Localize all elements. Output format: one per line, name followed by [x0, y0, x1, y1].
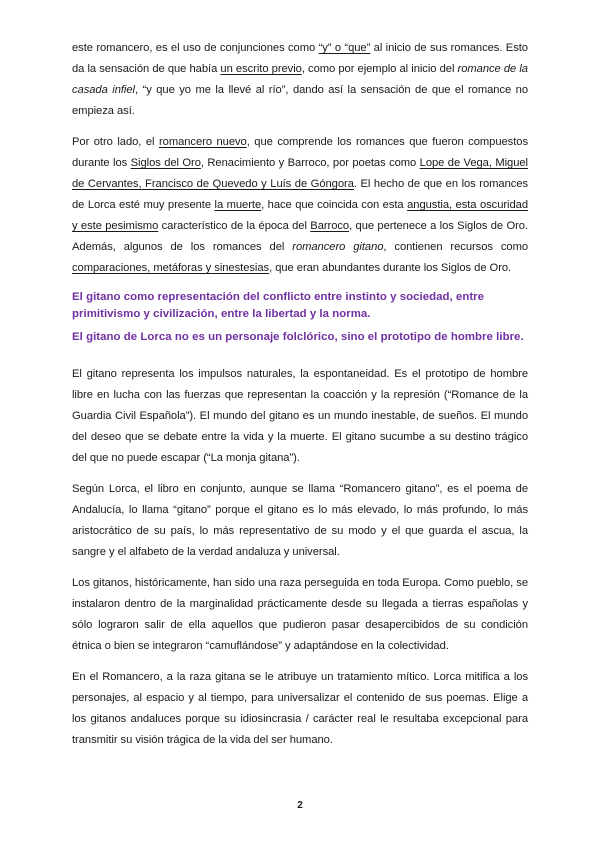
text-segment: este romancero, es el uso de conjunciones como [72, 42, 319, 54]
text-segment: al inicio de sus romances. Esto da la sensación de que había [72, 42, 528, 75]
intro-section [72, 38, 528, 279]
underlined-term: angustia, esta oscuridad y este pesimismo [72, 199, 529, 232]
paragraph-p2 [72, 132, 528, 279]
section-heading-2: El gitano de Lorca no es un personaje folclórico, sino el prototipo de hombre libre. [72, 331, 524, 343]
paragraph-p1 [72, 38, 528, 122]
italic-title: romance de la casada infiel [72, 63, 528, 96]
text-segment: característico de la época del [158, 220, 311, 232]
underlined-term: Lope de Vega, Miguel de Cervantes, Francisco de Quevedo y Luís de Góngora [72, 157, 528, 190]
text-segment: . El hecho de que en los romances de Lorca esté muy presente [72, 178, 528, 211]
underlined-term: Barroco [310, 220, 350, 232]
paragraph-lorca-libro: Según Lorca, el libro en conjunto, aunque se llama “Romancero gitano”, es el poema de Andalucía, lo llama “gitano” porque el gitano es lo más elevado, lo más profundo, lo más aristocrático de su país, lo más representativo de su modo y el que guarda el ascua, la sangre y el alfabeto de la verdad andaluza y universal. [72, 483, 528, 558]
text-segment: , hace que coincida con esta [261, 199, 408, 211]
underlined-term: Siglos del Oro [130, 157, 201, 169]
underlined-term: romancero nuevo [158, 136, 247, 148]
italic-title: romancero gitano [292, 241, 384, 253]
underlined-term: un escrito previo [220, 63, 302, 75]
page-number: 2 [297, 800, 303, 811]
underlined-term: la muerte [214, 199, 262, 211]
paragraph-gitanos-historia: Los gitanos, históricamente, han sido una raza perseguida en toda Europa. Como pueblo, se instalaron dentro de la marginalidad prácticamente desde su llegada a tierras españolas y sólo lograron salir de ella aquellos que pudieron pasar desapercibidos de su condición étnica o bien se integraron “camuflándose” y adaptándose en la colectividad. [72, 577, 528, 652]
text-segment: , “y que yo me la llevé al río”, dando así la sensación de que el romance no empieza así. [72, 84, 528, 117]
text-segment: Por otro lado, el [72, 136, 159, 148]
section-heading-1: El gitano como representación del conflicto entre instinto y sociedad, entre primitivismo y civilización, entre la libertad y la norma. [72, 291, 485, 320]
underlined-term: comparaciones, metáforas y sinestesias [72, 262, 270, 274]
text-segment: , contienen recursos como [383, 241, 529, 253]
text-segment: , que eran abundantes durante los Siglos de Oro. [269, 262, 512, 274]
paragraph-gitano-impulsos: El gitano representa los impulsos naturales, la espontaneidad. Es el prototipo de hombre libre en lucha con las fuerzas que representan la coacción y la represión (“Romance de la Guardia Civil Española”). El mundo del gitano es un mundo inestable, de sueños. El mundo del deseo que se debate entre la vida y la muerte. El gitano sucumbe a su destino trágico del que no puede escapar (“La monja gitana”). [72, 368, 528, 464]
paragraph-romancero-mitico: En el Romancero, a la raza gitana se le atribuye un tratamiento mítico. Lorca mitifica a los personajes, al espacio y al tiempo, para universalizar el contenido de sus poemas. Elige a los gitanos andaluces porque su idiosincrasia / carácter real le resultaba excepcional para transmitir su visión trágica de la vida del ser humano. [72, 671, 528, 746]
underlined-term: “y” o “que” [318, 42, 371, 54]
document-page [72, 38, 528, 761]
text-segment: , Renacimiento y Barroco, por poetas como [200, 157, 420, 169]
text-segment: , como por ejemplo al inicio del [301, 63, 458, 75]
text-segment: , que comprende los romances que fueron compuestos durante los [72, 136, 528, 169]
text-segment: , que pertenece a los Siglos de Oro. Además, algunos de los romances del [72, 220, 528, 253]
